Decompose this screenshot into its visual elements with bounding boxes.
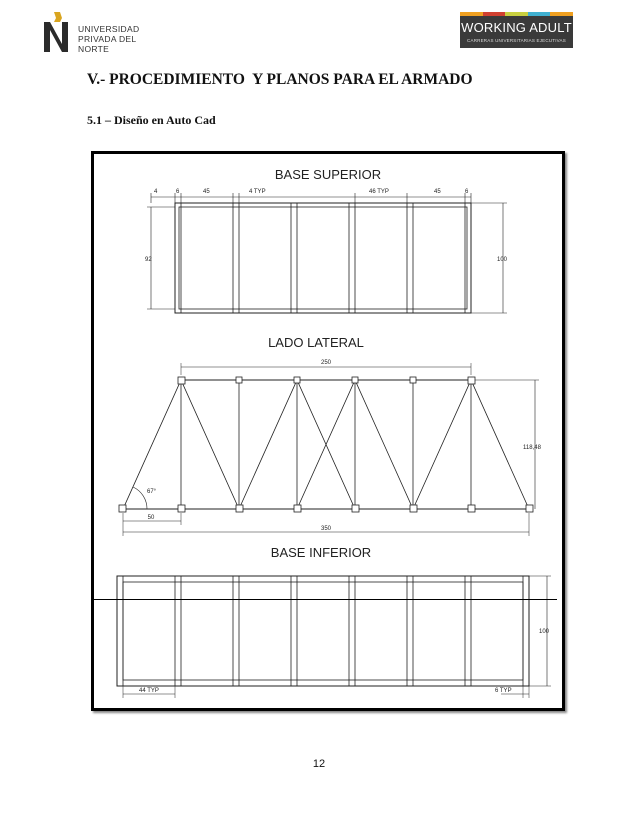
dim-panel: 44 TYP — [139, 688, 159, 694]
university-name — [78, 24, 160, 54]
dim-left-offset: 4 — [154, 189, 158, 195]
working-adult-logo — [460, 12, 573, 48]
dim-post-right: 6 — [465, 189, 469, 195]
dim-post: 6 TYP — [495, 688, 512, 694]
dim-inferior-height: 100 — [539, 629, 550, 635]
dim-offset: 50 — [147, 515, 155, 521]
dim-height-left: 92 — [145, 257, 152, 263]
lado-lateral-view — [119, 335, 542, 536]
dim-panel-left: 45 — [203, 189, 210, 195]
dim-gap: 4 TYP — [249, 189, 266, 195]
brand-label: WORKING ADULT — [461, 20, 572, 35]
page-number: 12 — [312, 758, 326, 770]
university-name-line1: UNIVERSIDAD — [78, 24, 140, 34]
autocad-drawing — [91, 151, 565, 711]
upn-logo-icon — [40, 10, 74, 54]
base-inferior-view — [117, 545, 551, 698]
brand-tagline: CARRERAS UNIVERSITARIAS EJECUTIVAS — [467, 38, 566, 43]
base-superior-view — [145, 167, 508, 313]
dim-panel-right: 45 — [434, 189, 441, 195]
base-inferior-title: BASE INFERIOR — [270, 545, 372, 560]
university-name-line2: PRIVADA DEL NORTE — [78, 34, 137, 54]
base-superior-title: BASE SUPERIOR — [274, 167, 382, 182]
dim-top-length: 250 — [320, 360, 332, 366]
brand-stripe — [460, 12, 573, 16]
horizontal-rule — [92, 599, 557, 600]
university-logo — [40, 10, 160, 54]
dim-post: 6 — [176, 189, 180, 195]
section-heading: V.- PROCEDIMIENTO Y PLANOS PARA EL ARMADO — [87, 71, 473, 88]
dim-angle: 67° — [147, 489, 157, 495]
dim-truss-height: 118,48 — [523, 445, 541, 451]
dim-total-length: 350 — [320, 526, 332, 532]
lado-lateral-title: LADO LATERAL — [268, 335, 364, 350]
dim-height-right: 100 — [497, 257, 508, 263]
subsection-heading: 5.1 – Diseño en Auto Cad — [87, 113, 216, 127]
dim-panel-typ: 46 TYP — [369, 189, 389, 195]
